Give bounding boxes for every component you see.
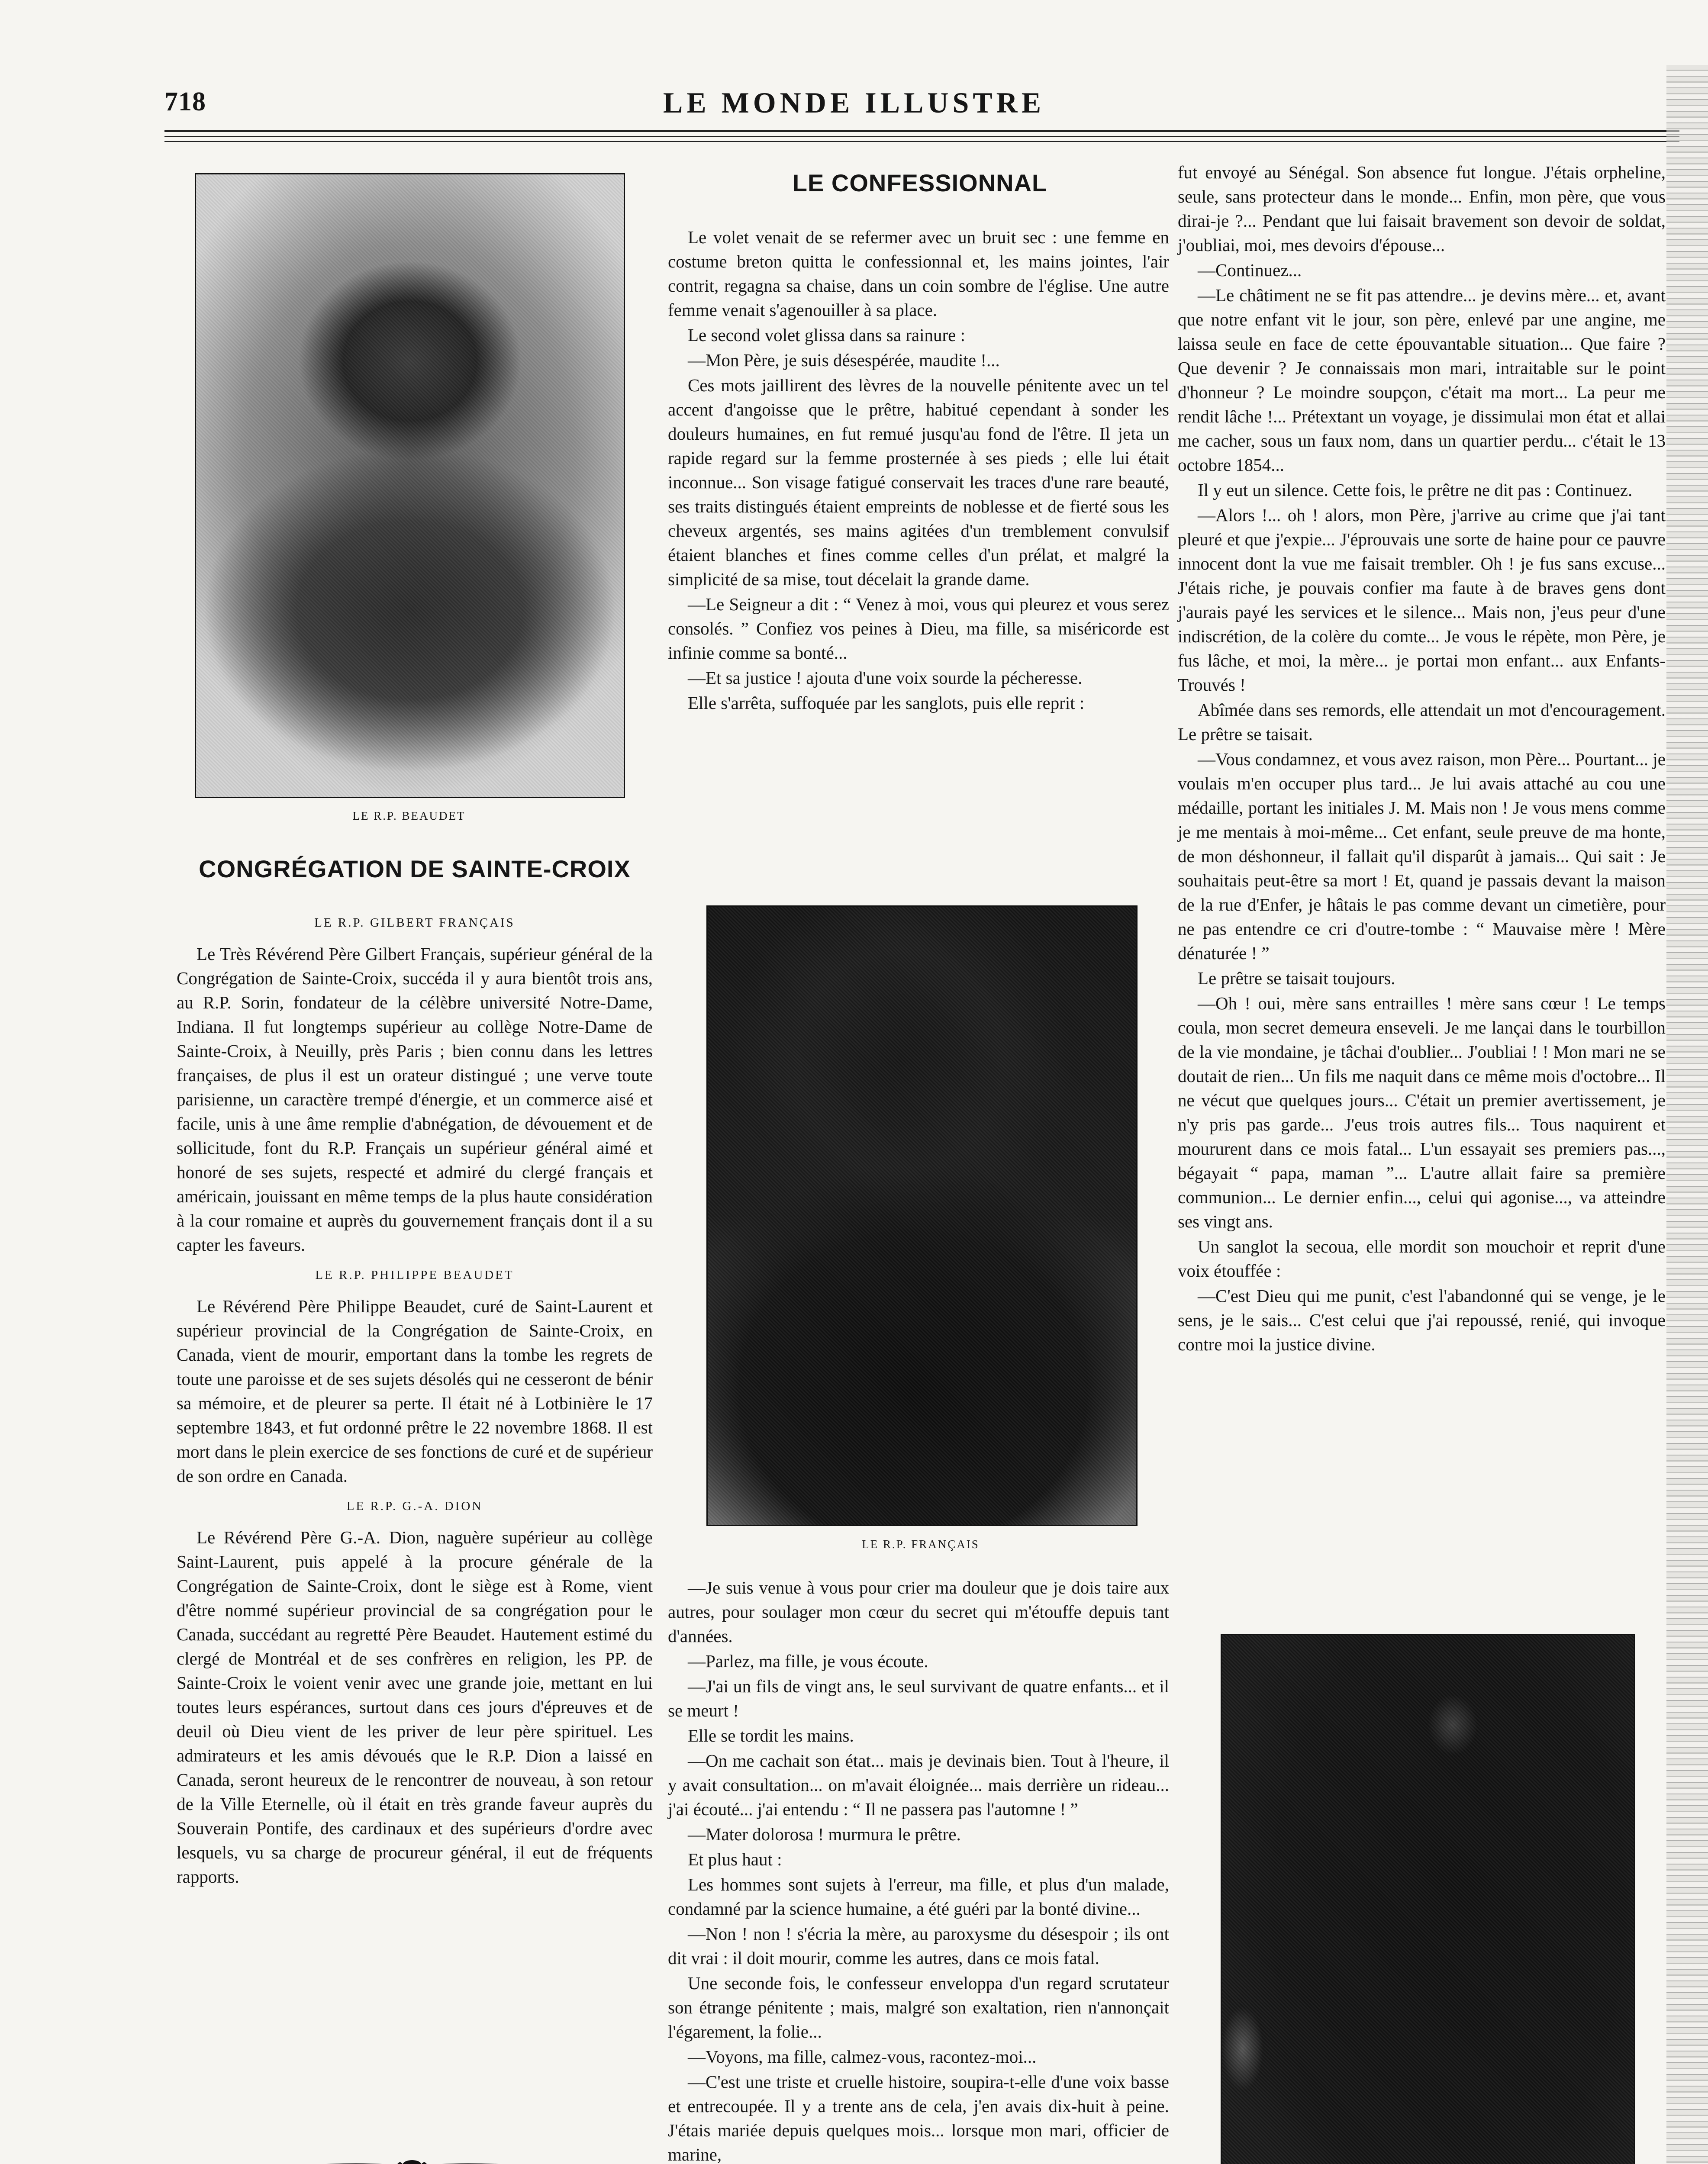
paragraph: fut envoyé au Sénégal. Son absence fut longue. J'étais orpheline, seule, sans protecteur dans le monde... Enfin, mon père, que vous dirai-je ?... Pendant que lui faisait bravement son devoir de soldat, j'oubliai, moi, mes devoirs d'épouse... bbox=[1178, 162, 1666, 255]
confessionnal-part-3 bbox=[1178, 160, 1666, 1357]
paragraph: Elle s'arrêta, suffoquée par les sanglots, puis elle reprit : bbox=[688, 693, 1085, 713]
page-binding-edge bbox=[1666, 65, 1708, 2164]
paragraph: Le Révérend Père Philippe Beaudet, curé de Saint-Laurent et supérieur provincial de la Congrégation de Sainte-Croix, en Canada, vient de mourir, emportant dans la tombe les regrets de toute une paroisse et de ses sujets désolés qui ne cesseront de bénir sa mémoire, et de pleurer sa perte. Il était né à Lotbinière le 17 septembre 1843, et fut ordonné prêtre le 22 novembre 1868. Il est mort dans le plein exercice de ses fonctions de curé et de supérieur de son ordre en Canada. bbox=[177, 1296, 653, 1486]
paragraph: —Continuez... bbox=[1198, 260, 1302, 280]
confessionnal-part-1 bbox=[668, 225, 1169, 716]
congregation-article bbox=[177, 905, 653, 1890]
paragraph: —Parlez, ma fille, je vous écoute. bbox=[688, 1651, 928, 1671]
paragraph: —Mon Père, je suis désespérée, maudite !... bbox=[688, 350, 1000, 370]
paragraph: Elle se tordit les mains. bbox=[688, 1726, 854, 1745]
paragraph: —C'est Dieu qui me punit, c'est l'abandonné qui se venge, je le sens, je le sais... C'est celui que j'ai repoussé, renié, qui invoque contre moi la justice divine. bbox=[1178, 1286, 1666, 1354]
paragraph: —J'ai un fils de vingt ans, le seul survivant de quatre enfants... et il se meurt ! bbox=[668, 1676, 1169, 1720]
paragraph: Le Très Révérend Père Gilbert Français, supérieur général de la Congrégation de Sainte-Croix, succéda il y aura bientôt trois ans, au R.P. Sorin, fondateur de la célèbre université Notre-Dame, Indiana. Il fut longtemps supérieur au collège Notre-Dame de Sainte-Croix, à Neuilly, près Paris ; bien connu dans les lettres françaises, de plus il est un orateur distingué ; une verve toute parisienne, un caractère trempé d'énergie, et un commerce aisé et facile, unis à une âme remplie d'abnégation, de dévouement et de sollicitude, font du R.P. Français un supérieur général aimé et honoré de ses sujets, respecté et admiré du clergé français et américain, jouissant en même temps de la plus haute considération à la cour romaine et auprès du gouvernement français dont il a su capter les faveurs. bbox=[177, 944, 653, 1255]
paragraph: —Le châtiment ne se fit pas attendre... je devins mère... et, avant que notre enfant vit le jour, son père, enlevé par une angine, me laissa seule en face de cette épouvantable situation... Que faire ? Que devenir ? Je connaissais mon mari, intraitable sur le point d'honneur ? Le moindre soupçon, c'était ma mort... La peur me rendit lâche !... Prétextant un voyage, je dissimulai mon état et allai me cacher, sous un faux nom, dans un quartier perdu... c'était le 13 octobre 1854... bbox=[1178, 285, 1666, 475]
paragraph: Le Révérend Père G.-A. Dion, naguère supérieur au collège Saint-Laurent, puis appelé à la procure générale de la Congrégation de Sainte-Croix, dont le siège est à Rome, vient d'être nommé supérieur provincial de sa congrégation pour le Canada, succédant au regretté Père Beaudet. Hautement estimé du clergé de Montréal et de ses confrères en religion, les PP. de Sainte-Croix le voient venir avec une grande joie, mettant en lui toutes leurs espérances, surtout dans ces jours d'épreuves et de deuil où Dieu vient de les priver de leur père spirituel. Les admirateurs et les amis dévoués que le R.P. Dion a laissé en Canada, seront heureux de le rencontrer de nouveau, à son retour de la Ville Eternelle, où il était en très grande faveur auprès du Souverain Pontife, des cardinaux et des supérieurs d'ordre avec lesquels, vu sa charge de procureur général, il eut de fréquents rapports. bbox=[177, 1527, 653, 1887]
subhead-dion: LE R.P. G.-A. DION bbox=[346, 1499, 483, 1513]
portrait-beaudet bbox=[195, 173, 625, 798]
paragraph: —C'est une triste et cruelle histoire, soupira-t-elle d'une voix basse et entrecoupée. Il y a trente ans de cela, j'en avais dix-huit à peine. J'étais mariée depuis quelques mois... lorsque mon mari, officier de marine, bbox=[668, 2072, 1169, 2164]
paragraph: Abîmée dans ses remords, elle attendait un mot d'encouragement. Le prêtre se taisait. bbox=[1178, 700, 1666, 744]
paragraph: —Non ! non ! s'écria la mère, au paroxysme du désespoir ; ils ont dit vrai : il doit mourir, comme les autres, dans ce mois fatal. bbox=[668, 1924, 1169, 1968]
paragraph: —Mater dolorosa ! murmura le prêtre. bbox=[688, 1824, 961, 1844]
subhead-beaudet: LE R.P. PHILIPPE BEAUDET bbox=[315, 1268, 514, 1282]
paragraph: —On me cachait son état... mais je devinais bien. Tout à l'heure, il y avait consultation... on m'avait éloignée... mais derrière un rideau... j'ai écouté... j'ai entendu : “ Il ne passera pas l'automne ! ” bbox=[668, 1751, 1169, 1819]
paragraph: Un sanglot la secoua, elle mordit son mouchoir et reprit d'une voix étouffée : bbox=[1178, 1237, 1666, 1281]
paragraph: —Et sa justice ! ajouta d'une voix sourde la pécheresse. bbox=[688, 668, 1083, 688]
caption-francais: LE R.P. FRANÇAIS bbox=[862, 1538, 980, 1551]
header-rule bbox=[164, 141, 1679, 142]
paragraph: Il y eut un silence. Cette fois, le prêtre ne dit pas : Continuez. bbox=[1198, 480, 1633, 500]
paragraph: Le second volet glissa dans sa rainure : bbox=[688, 325, 966, 345]
paragraph: Le volet venait de se refermer avec un bruit sec : une femme en costume breton quitta le confessionnal et, les mains jointes, l'air contrit, regagna sa chaise, dans un coin sombre de l'église. Une autre femme venait s'agenouiller à sa place. bbox=[668, 227, 1169, 320]
paragraph: —Je suis venue à vous pour crier ma douleur que je dois taire aux autres, pour soulager mon cœur du secret qui m'étouffe depuis tant d'années. bbox=[668, 1578, 1169, 1646]
paragraph: —Oh ! oui, mère sans entrailles ! mère sans cœur ! Le temps coula, mon secret demeura enseveli. Je me lançai dans le tourbillon de la vie mondaine, je tâchai d'oublier... J'oubliai ! ! Mon mari ne se doutait de rien... Un fils me naquit dans ce même mois d'octobre... Il ne vécut que quelques jours... C'était un premier avertissement, je n'y pris pas garde... J'eus trois autres fils... Tous naquirent et moururent dans ce mois fatal... L'un essayait ses premiers pas..., bégayait “ papa, maman ”... L'autre allait faire sa première communion... Le dernier enfin..., celui qui agonise..., va atteindre ses vingt ans. bbox=[1178, 993, 1666, 1231]
header-rule bbox=[164, 136, 1679, 137]
paragraph: Le prêtre se taisait toujours. bbox=[1198, 968, 1395, 988]
paragraph: —Vous condamnez, et vous avez raison, mon Père... Pourtant... je voulais m'en occuper plus tard... Je lui avais attaché au cou une médaille, portant les initiales J. M. Mais non ! Je vous mens comme je me mentais à moi-même... Cet enfant, seule preuve de ma honte, de mon déshonneur, il fallait qu'il disparût à jamais... Qui sait : Je souhaitais peut-être sa mort ! Et, quand je passais devant la maison de la rue d'Enfer, je hâtais le pas comme devant un cimetière, pour ne pas entendre ce cri d'outre-tombe : “ Mauvaise mère ! Mère dénaturée ! ” bbox=[1178, 749, 1666, 963]
page-number: 718 bbox=[164, 87, 206, 116]
portrait-dion bbox=[1221, 1634, 1635, 2164]
paragraph: Ces mots jaillirent des lèvres de la nouvelle pénitente avec un tel accent d'angoisse que le prêtre, habitué cependant à sonder les douleurs humaines, en fut remué jusqu'au fond de l'être. Il jeta un rapide regard sur la femme prosternée à ses pieds ; elle lui était inconnue... Son visage fatigué conservait les traces d'une rare beauté, ses traits distingués étaient empreints de noblesse et de fierté sous les cheveux argentés, ses mains agitées d'un tremblement convulsif étaient blanches et fines comme celles d'un prélat, et malgré la simplicité de sa mise, tout décelait la grande dame. bbox=[668, 375, 1169, 589]
ornament-divider bbox=[308, 2158, 516, 2164]
masthead: LE MONDE ILLUSTRE bbox=[663, 86, 1045, 119]
paragraph: —Alors !... oh ! alors, mon Père, j'arrive au crime que j'ai tant pleuré et que j'expie... J'éprouvais une sorte de haine pour ce pauvre innocent dont la vue me faisait trembler. Oh ! je fus sans excuse... J'étais riche, je pouvais confier ma faute à de braves gens dont j'aurais payé les services et le silence... Mais non, j'eus peur d'une indiscrétion, de la colère du comte... Je vous le répète, mon Père, je fus lâche, et moi, la mère... je portai mon enfant... aux Enfants-Trouvés ! bbox=[1178, 505, 1666, 695]
paragraph: Une seconde fois, le confesseur enveloppa d'un regard scrutateur son étrange pénitente ; mais, malgré son exaltation, rien n'annonçait l'égarement, la folie... bbox=[668, 1973, 1169, 2042]
confessionnal-title: LE CONFESSIONNAL bbox=[792, 169, 1047, 196]
paragraph: Et plus haut : bbox=[688, 1849, 782, 1869]
paragraph: —Voyons, ma fille, calmez-vous, racontez-moi... bbox=[688, 2047, 1037, 2067]
paragraph: Les hommes sont sujets à l'erreur, ma fille, et plus d'un malade, condamné par la science humaine, a été guéri par la bonté divine... bbox=[668, 1874, 1169, 1919]
caption-beaudet: LE R.P. BEAUDET bbox=[352, 809, 466, 822]
portrait-francais bbox=[706, 905, 1138, 1526]
confessionnal-part-2 bbox=[668, 1575, 1169, 2164]
paragraph: —Le Seigneur a dit : “ Venez à moi, vous qui pleurez et vous serez consolés. ” Confiez vos peines à Dieu, ma fille, sa miséricorde est infinie comme sa bonté... bbox=[668, 594, 1169, 663]
subhead-francais: LE R.P. GILBERT FRANÇAIS bbox=[314, 916, 515, 930]
header-rule bbox=[164, 130, 1679, 132]
congregation-title: CONGRÉGATION DE SAINTE-CROIX bbox=[199, 855, 631, 882]
